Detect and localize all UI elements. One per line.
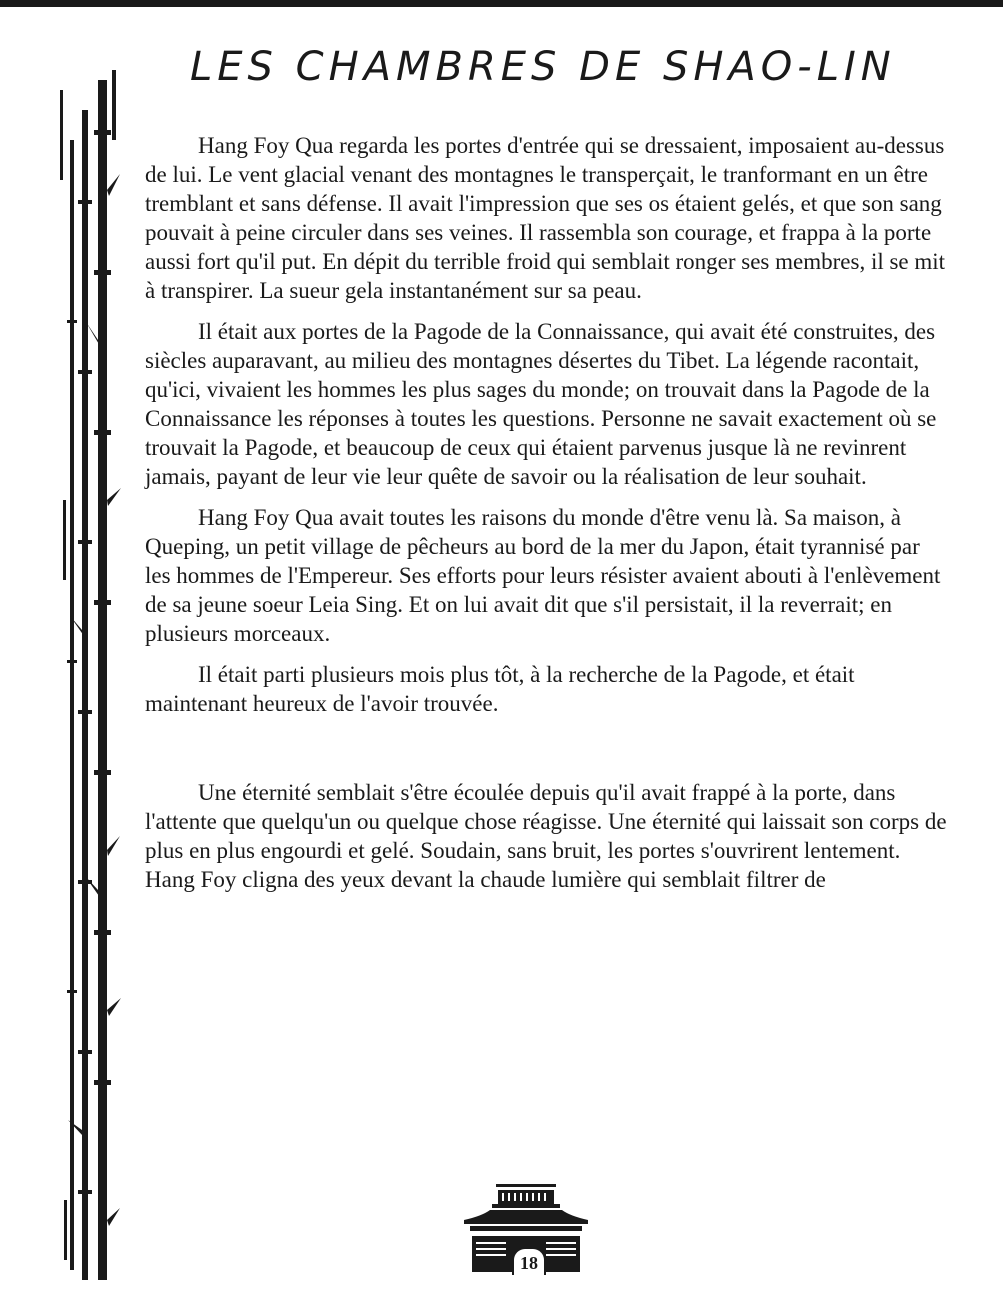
page-number: 18 bbox=[512, 1247, 546, 1275]
story-body bbox=[145, 131, 950, 906]
page-title: LES CHAMBRES DE SHAO-LIN bbox=[190, 44, 896, 90]
paragraph: Hang Foy Qua avait toutes les raisons du monde d'être venu là. Sa maison, à Queping, un petit village de pêcheurs au bord de la mer du Japon, était tyrannisé par les hommes de l'Empereur. Ses efforts pour leurs résister avaient abouti à l'enlèvement de sa jeune soeur Leia Sing. Et on lui avait dit que s'il persistait, il la reverrait; en plusieurs morceaux. bbox=[145, 505, 941, 646]
paragraph: Une éternité semblait s'être écoulée depuis qu'il avait frappé à la porte, dans l'attente que quelqu'un ou quelque chose réagisse. Une éternité qui laissait son corps de plus en plus engourdi et gelé. Soudain, sans bruit, les portes s'ouvrirent lentement. Hang Foy cligna des yeux devant la chaude lumière qui semblait filtrer de bbox=[145, 780, 947, 892]
paragraph: Il était aux portes de la Pagode de la Connaissance, qui avait été construites, des siècles auparavant, au milieu des montagnes désertes du Tibet. La légende racontait, qu'ici, vivaient les hommes les plus sages du monde; on trouvait dans la Pagode de la Connaissance les réponses à toutes les questions. Personne ne savait exactement où se trouvait la Pagode, et beaucoup de ceux qui étaient parvenus jusque là ne revinrent jamais, payant de leur vie leur quête de savoir ou la réalisation de leur souhait. bbox=[145, 319, 937, 489]
paragraph: Hang Foy Qua regarda les portes d'entrée qui se dressaient, imposaient au-dessus de lui. Le vent glacial venant des montagnes le transperçait, le tranformant en un être tremblant et sans défense. Il avait l'impression que ses os étaient gelés, et que son sang pouvait à peine circuler dans ses veines. Il rassembla son courage, et frappa à la porte aussi fort qu'il put. En dépit du terrible froid qui semblait ronger ses membres, il se mit à transpirer. La sueur gela instantanément sur sa peau. bbox=[145, 133, 946, 303]
top-rule bbox=[0, 0, 1003, 7]
paragraph: Il était parti plusieurs mois plus tôt, à la recherche de la Pagode, et était maintenant heureux de l'avoir trouvée. bbox=[145, 662, 855, 716]
bamboo-border-icon bbox=[52, 70, 122, 1285]
